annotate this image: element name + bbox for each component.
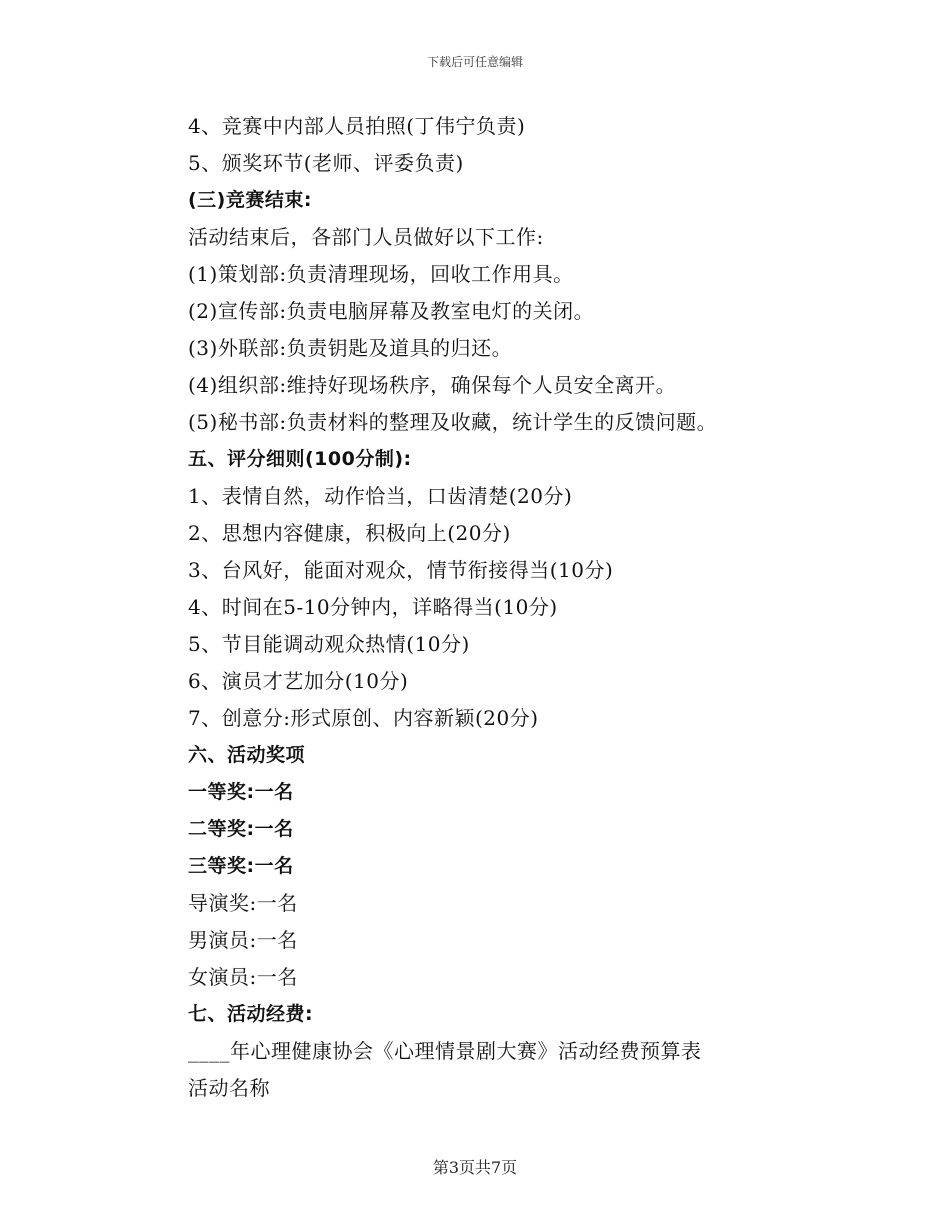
text-line: 活动结束后，各部门人员做好以下工作: (188, 225, 544, 249)
section-heading: 六、活动奖项 (188, 744, 306, 766)
page-header: 下载后可任意编辑 (426, 55, 523, 69)
document-body (188, 108, 888, 1107)
text-line: 活动名称 (188, 1076, 270, 1100)
text-line: (2)宣传部:负责电脑屏幕及教室电灯的关闭。 (188, 299, 595, 323)
text-line: 5、颁奖环节(老师、评委负责) (188, 151, 464, 175)
section-heading: 七、活动经费: (188, 1003, 314, 1025)
text-line: 女演员:一名 (188, 965, 298, 989)
text-line: 4、时间在5-10分钟内，详略得当(10分) (188, 595, 558, 619)
text-line: (1)策划部:负责清理现场，回收工作用具。 (188, 262, 574, 286)
text-line: 5、节目能调动观众热情(10分) (188, 632, 470, 656)
text-line: (5)秘书部:负责材料的整理及收藏，统计学生的反馈问题。 (188, 410, 718, 434)
text-line: 1、表情自然，动作恰当，口齿清楚(20分) (188, 484, 573, 508)
text-line: (4)组织部:维持好现场秩序，确保每个人员安全离开。 (188, 373, 677, 397)
section-heading: 五、评分细则(100分制): (188, 448, 412, 470)
text-line: 6、演员才艺加分(10分) (188, 669, 409, 693)
text-line: (3)外联部:负责钥匙及道具的归还。 (188, 336, 513, 360)
text-line: 4、竞赛中内部人员拍照(丁伟宁负责) (188, 114, 526, 138)
text-line: 男演员:一名 (188, 928, 298, 952)
page-footer: 第3页共7页 (432, 1158, 518, 1177)
text-line: 3、台风好，能面对观众，情节衔接得当(10分) (188, 558, 614, 582)
text-line: ____年心理健康协会《心理情景剧大赛》活动经费预算表 (188, 1039, 702, 1063)
award-line: 三等奖:一名 (188, 855, 294, 877)
text-line: 2、思想内容健康，积极向上(20分) (188, 521, 511, 545)
text-line: 7、创意分:形式原创、内容新颖(20分) (188, 706, 539, 730)
text-line: 导演奖:一名 (188, 891, 298, 915)
award-line: 二等奖:一名 (188, 818, 294, 840)
section-heading: (三)竞赛结束: (188, 189, 312, 211)
award-line: 一等奖:一名 (188, 781, 294, 803)
